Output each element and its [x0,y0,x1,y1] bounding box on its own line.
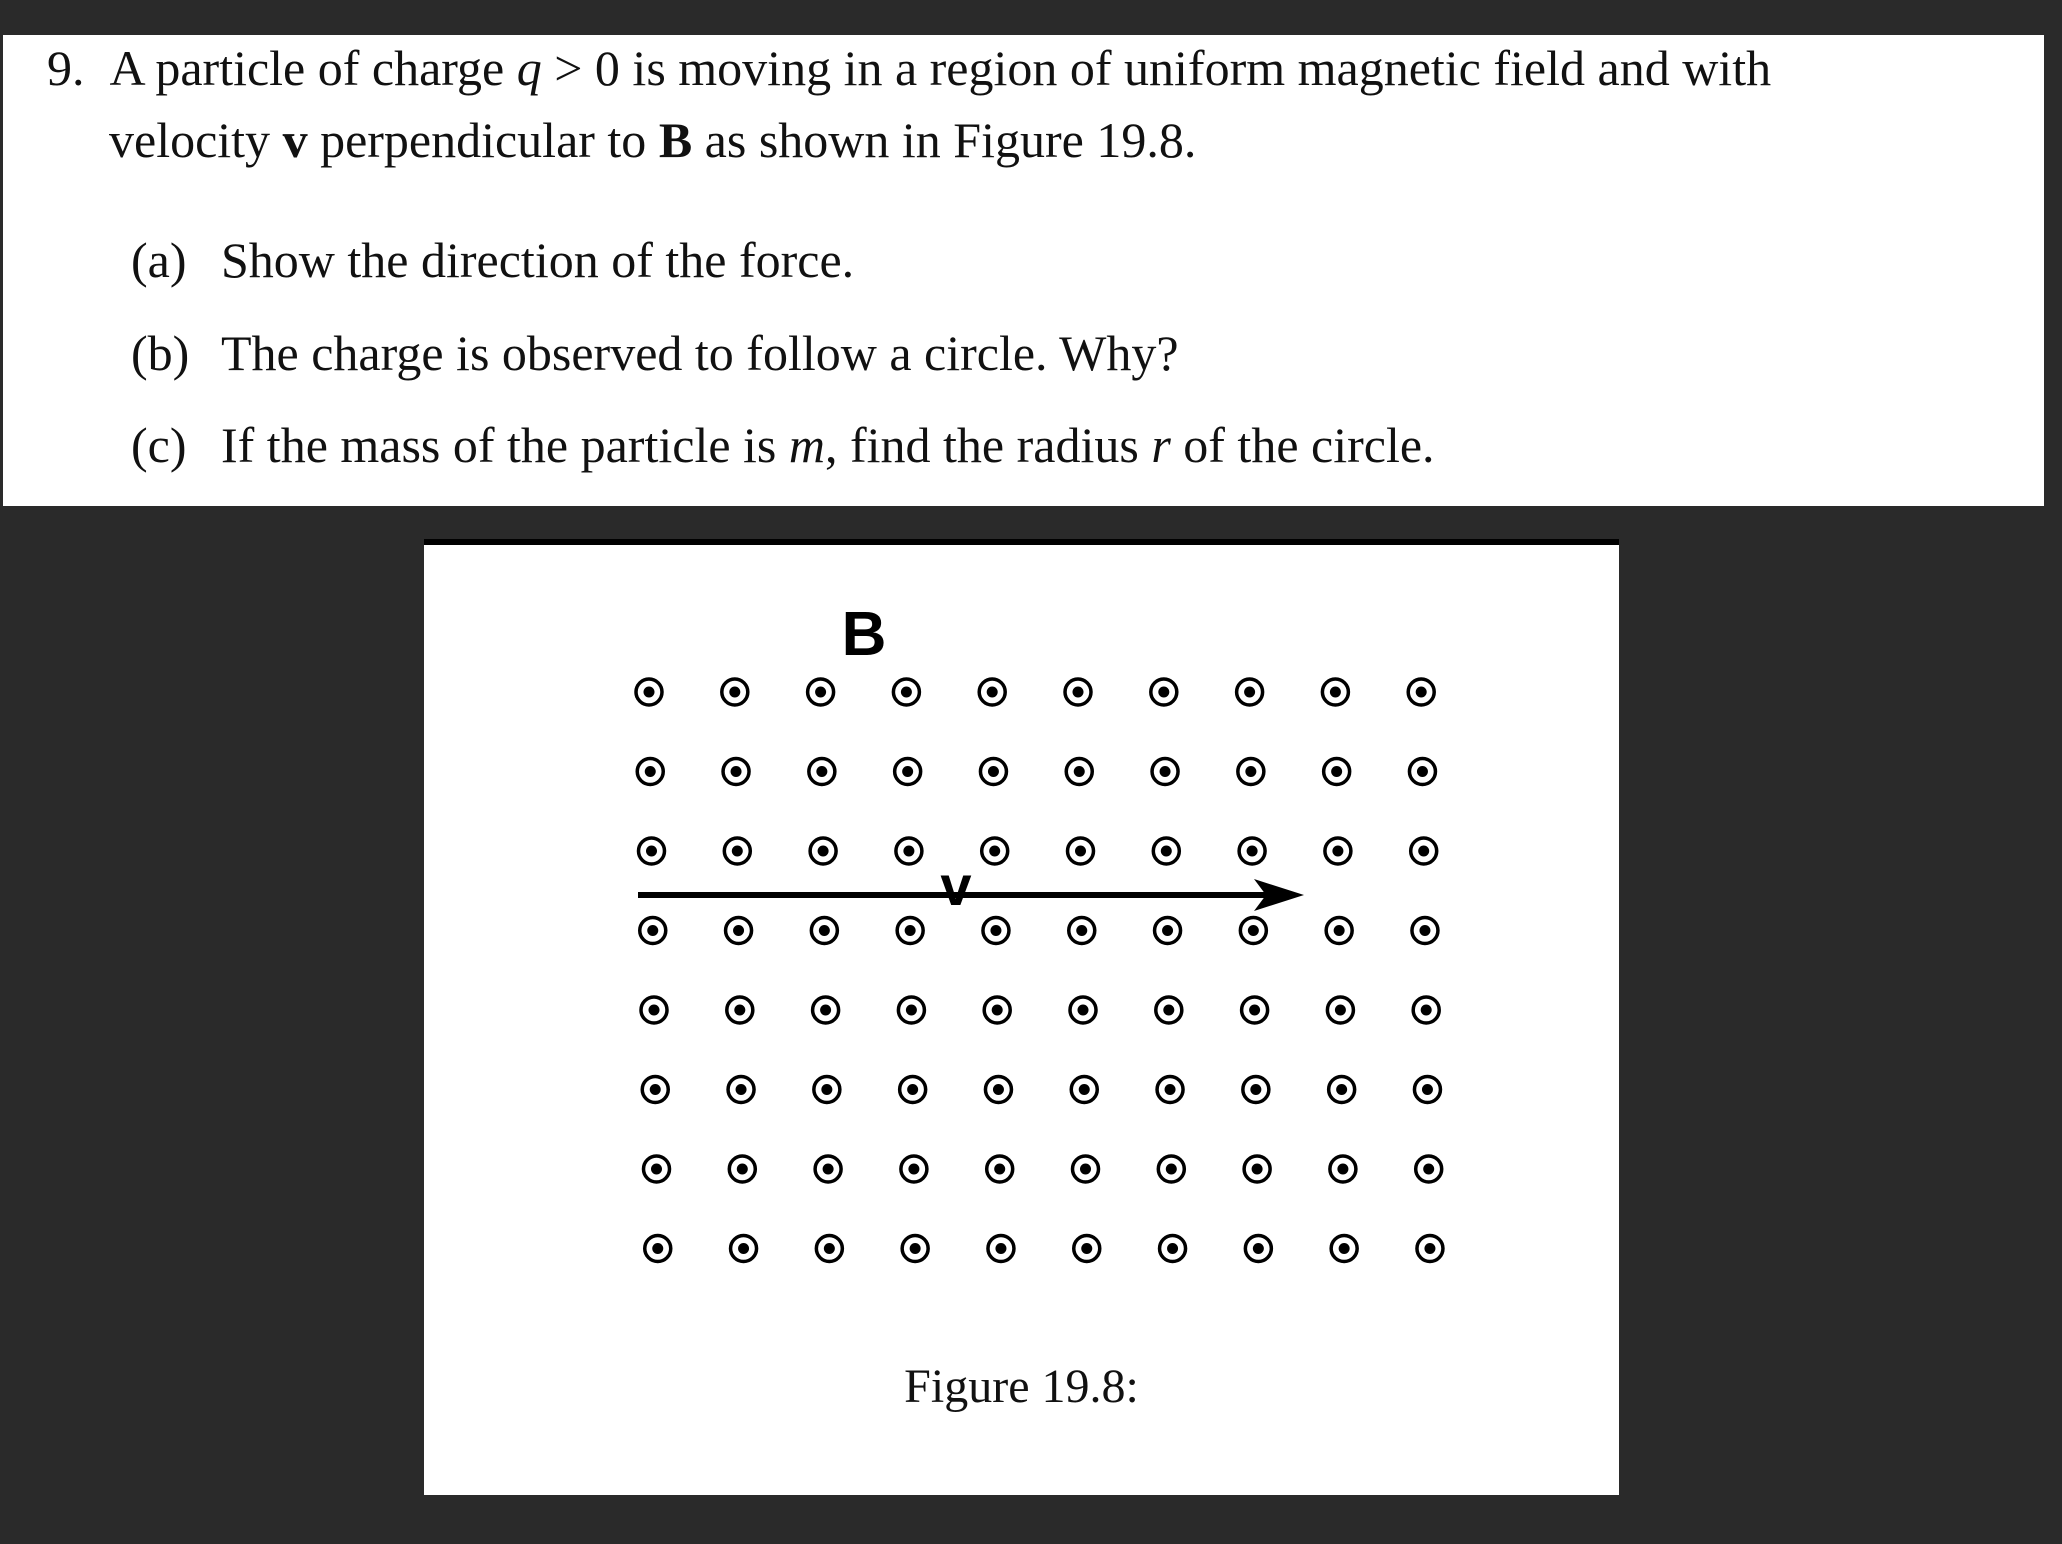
field-out-of-page-icon [979,679,1005,705]
figure-caption: Figure 19.8: [904,1360,1139,1413]
field-out-of-page-icon [1330,1156,1356,1182]
field-label-B: B [841,600,887,669]
field-out-of-page-icon [895,759,921,785]
field-out-of-page-icon [1245,1236,1271,1262]
field-out-of-page-icon [1239,838,1265,864]
field-out-of-page-icon [1411,838,1437,864]
field-out-of-page-icon [1329,1077,1355,1103]
part-b [131,325,1179,381]
field-out-of-page-icon [1071,1077,1097,1103]
field-out-of-page-icon [727,997,753,1023]
part-a-label: (a) [131,232,187,288]
question-line-1 [47,40,1772,96]
field-out-of-page-icon [1074,1236,1100,1262]
field-out-of-page-icon [1151,679,1177,705]
field-out-of-page-icon [1240,918,1266,944]
field-out-of-page-icon [1157,1077,1183,1103]
field-out-of-page-icon [987,1156,1013,1182]
field-out-of-page-icon [1244,1156,1270,1182]
field-out-of-page-icon [983,918,1009,944]
field-out-of-page-icon [1416,1156,1442,1182]
field-out-of-page-icon [898,997,924,1023]
perpendicular-text: perpendicular to [307,112,659,168]
field-out-of-page-icon [893,679,919,705]
field-out-of-page-icon [644,1156,670,1182]
field-out-of-page-icon [982,838,1008,864]
field-out-of-page-icon [1414,1077,1440,1103]
part-c-text: If the mass of the particle is [221,417,789,473]
question-number: 9. [47,40,85,96]
field-out-of-page-icon [645,1236,671,1262]
field-out-of-page-icon [723,759,749,785]
field-out-of-page-icon [1417,1236,1443,1262]
field-out-of-page-icon [1070,997,1096,1023]
part-b-label: (b) [131,325,190,381]
question-intro: A particle of charge [109,40,517,96]
field-out-of-page-icon [642,1077,668,1103]
field-out-of-page-icon [1242,997,1268,1023]
field-dot-grid [636,679,1443,1262]
field-out-of-page-icon [811,918,837,944]
field-out-of-page-icon [1066,759,1092,785]
field-out-of-page-icon [808,679,834,705]
field-out-of-page-icon [984,997,1010,1023]
field-out-of-page-icon [809,759,835,785]
part-a [131,232,855,288]
field-out-of-page-icon [1325,838,1351,864]
field-out-of-page-icon [1322,679,1348,705]
field-out-of-page-icon [1156,997,1182,1023]
field-out-of-page-icon [897,918,923,944]
field-out-of-page-icon [1409,759,1435,785]
field-out-of-page-icon [985,1077,1011,1103]
field-out-of-page-icon [1324,759,1350,785]
field-out-of-page-icon [728,1077,754,1103]
velocity-label-v: v [940,854,972,917]
field-out-of-page-icon [902,1236,928,1262]
question-end: as shown in Figure 19.8. [692,112,1197,168]
field-out-of-page-icon [1160,1236,1186,1262]
mass-symbol: m [788,417,825,473]
field-out-of-page-icon [813,997,839,1023]
field-out-of-page-icon [1073,1156,1099,1182]
field-out-of-page-icon [726,918,752,944]
part-a-text: Show the direction of the force. [221,232,855,288]
field-out-of-page-icon [1068,838,1094,864]
field-symbol: B [658,112,693,168]
field-out-of-page-icon [729,1156,755,1182]
question-box [3,35,2044,506]
magnetic-field-diagram [424,545,1619,1495]
field-out-of-page-icon [1238,759,1264,785]
field-out-of-page-icon [722,679,748,705]
field-out-of-page-icon [637,759,663,785]
field-out-of-page-icon [731,1236,757,1262]
field-out-of-page-icon [1413,997,1439,1023]
field-out-of-page-icon [636,679,662,705]
question-line-2 [109,112,1197,168]
field-out-of-page-icon [814,1077,840,1103]
field-out-of-page-icon [1153,838,1179,864]
radius-symbol: r [1151,417,1171,473]
part-c-label: (c) [131,417,187,473]
field-out-of-page-icon [1326,918,1352,944]
field-out-of-page-icon [1152,759,1178,785]
velocity-symbol: v [282,112,308,168]
field-out-of-page-icon [1327,997,1353,1023]
field-out-of-page-icon [816,1236,842,1262]
field-out-of-page-icon [901,1156,927,1182]
field-out-of-page-icon [810,838,836,864]
field-out-of-page-icon [641,997,667,1023]
field-out-of-page-icon [900,1077,926,1103]
field-out-of-page-icon [1155,918,1181,944]
field-out-of-page-icon [1412,918,1438,944]
field-out-of-page-icon [1065,679,1091,705]
field-out-of-page-icon [1331,1236,1357,1262]
part-c-text-end: of the circle. [1170,417,1435,473]
field-out-of-page-icon [1069,918,1095,944]
part-c [131,417,1435,473]
field-out-of-page-icon [640,918,666,944]
field-out-of-page-icon [815,1156,841,1182]
figure-19-8 [424,539,1619,1495]
field-out-of-page-icon [1408,679,1434,705]
velocity-text: velocity [109,112,283,168]
field-out-of-page-icon [639,838,665,864]
part-b-text: The charge is observed to follow a circle. Why? [221,325,1179,381]
field-out-of-page-icon [988,1236,1014,1262]
field-out-of-page-icon [1158,1156,1184,1182]
charge-symbol: q [516,40,542,96]
field-out-of-page-icon [980,759,1006,785]
field-out-of-page-icon [724,838,750,864]
question-intro-cont: > 0 is moving in a region of uniform magnetic field and with [541,40,1772,96]
part-c-text-mid: , find the radius [824,417,1152,473]
field-out-of-page-icon [1237,679,1263,705]
field-out-of-page-icon [1243,1077,1269,1103]
field-out-of-page-icon [896,838,922,864]
